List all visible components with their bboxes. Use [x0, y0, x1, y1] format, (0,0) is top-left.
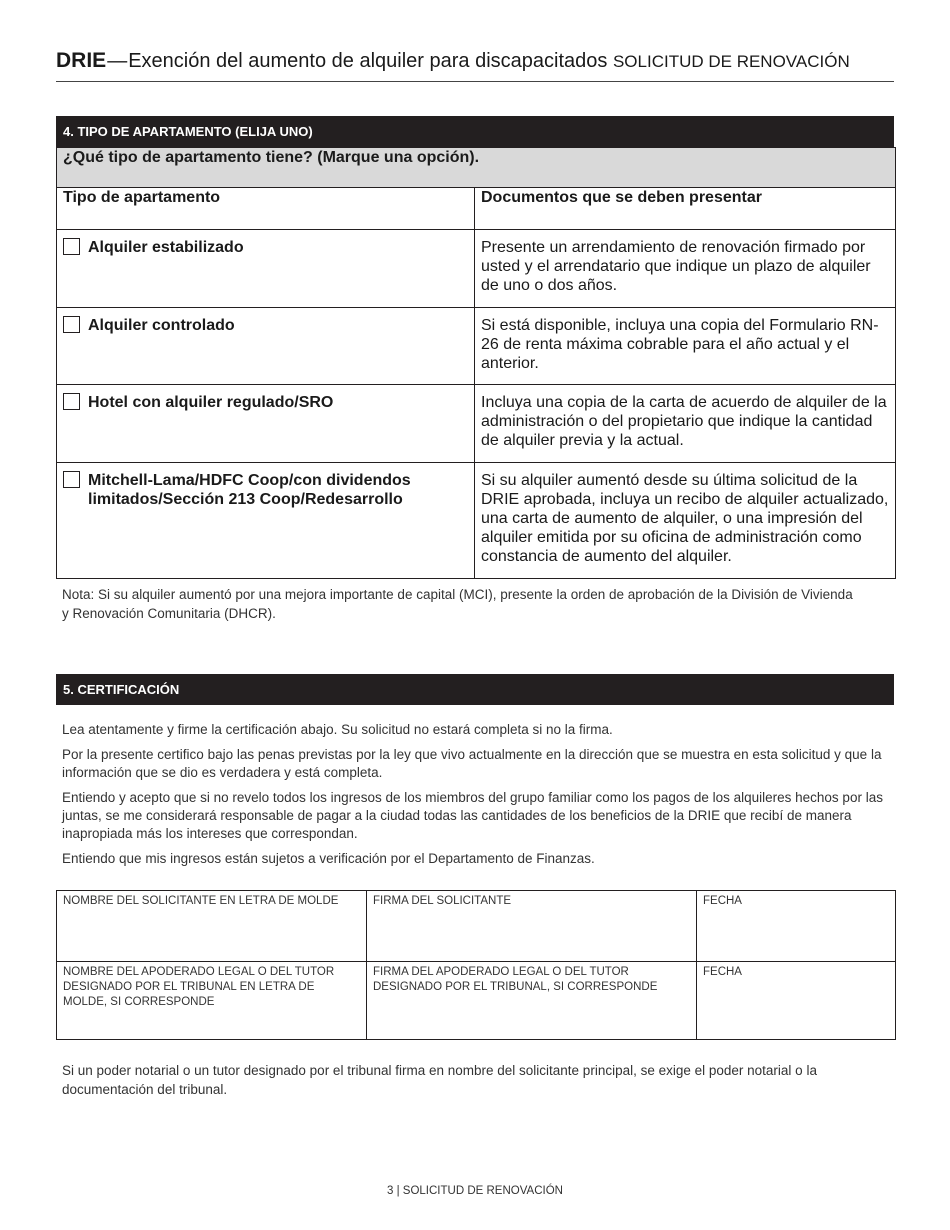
apartment-question: ¿Qué tipo de apartamento tiene? (Marque una opción). [57, 148, 896, 188]
option-hotel-sro [57, 385, 475, 463]
certification-paragraph: Entiendo y acepto que si no revelo todos los ingresos de los miembros del grupo familiar como los pagos de los alquileres hechos por las juntas, se me considerará responsable de pagar a la ciudad todas las cantidades de los beneficios de la DRIE que recibí de manera inapropiada más los intereses que correspondan. [62, 790, 883, 841]
field-label: FECHA [703, 966, 742, 978]
applicant-name-field[interactable] [57, 891, 367, 962]
signature-table [56, 890, 896, 1040]
field-label: FIRMA DEL SOLICITANTE [373, 895, 512, 907]
option-label: Alquiler estabilizado [88, 239, 244, 256]
option-label: Hotel con alquiler regulado/SRO [88, 394, 334, 411]
representative-date-field[interactable] [697, 962, 896, 1040]
option-docs: Si está disponible, incluya una copia del Formulario RN-26 de renta máxima cobrable para el año actual y el anterior. [475, 308, 896, 385]
field-label: FIRMA DEL APODERADO LEGAL O DEL TUTOR DESIGNADO POR EL TRIBUNAL, SI CORRESPONDE [373, 966, 658, 993]
section-5-heading: 5. CERTIFICACIÓN [56, 674, 894, 705]
section-4-heading: 4. TIPO DE APARTAMENTO (ELIJA UNO) [56, 116, 894, 147]
option-mitchell-lama [57, 463, 475, 579]
rent-controlled-checkbox[interactable] [63, 316, 80, 333]
certification-paragraph: Entiendo que mis ingresos están sujetos a verificación por el Departamento de Finanzas. [62, 851, 595, 866]
rent-stabilized-checkbox[interactable] [63, 238, 80, 255]
header-subtitle: SOLICITUD DE RENOVACIÓN [612, 52, 850, 71]
page-footer: 3 | SOLICITUD DE RENOVACIÓN [387, 1185, 563, 1197]
column-header-type: Tipo de apartamento [57, 188, 475, 230]
option-rent-stabilized [57, 230, 475, 308]
header-dash: — [107, 50, 128, 72]
mci-note: Nota: Si su alquiler aumentó por una mejora importante de capital (MCI), presente la orden de aprobación de la División de Vivienda y Renovación Comunitaria (DHCR). [62, 587, 853, 621]
column-header-docs: Documentos que se deben presentar [475, 188, 896, 230]
header-title: Exención del aumento de alquiler para discapacitados [128, 50, 608, 72]
representative-name-field[interactable] [57, 962, 367, 1040]
field-label: FECHA [703, 895, 742, 907]
certification-paragraph: Lea atentamente y firme la certificación abajo. Su solicitud no estará completa si no la firma. [62, 722, 613, 737]
page-header [56, 48, 894, 82]
option-label: Mitchell-Lama/HDFC Coop/con dividendos limitados/Sección 213 Coop/Redesarrollo [88, 472, 411, 508]
option-label: Alquiler controlado [88, 317, 235, 334]
option-docs: Presente un arrendamiento de renovación firmado por usted y el arrendatario que indique un plazo de alquiler de uno o dos años. [475, 230, 896, 308]
mitchell-lama-checkbox[interactable] [63, 471, 80, 488]
option-rent-controlled [57, 308, 475, 385]
representative-signature-field[interactable] [367, 962, 697, 1040]
apartment-type-table [56, 147, 896, 579]
option-docs: Incluya una copia de la carta de acuerdo de alquiler de la administración o del propietario que indique la cantidad de alquiler previa y la actual. [475, 385, 896, 463]
power-of-attorney-note: Si un poder notarial o un tutor designado por el tribunal firma en nombre del solicitante principal, se exige el poder notarial o la documentación del tribunal. [62, 1063, 817, 1097]
certification-paragraph: Por la presente certifico bajo las penas previstas por la ley que vivo actualmente en la dirección que se muestra en esta solicitud y que la información que se dio es verdadera y está completa. [62, 747, 882, 780]
header-brand: DRIE [56, 49, 107, 72]
field-label: NOMBRE DEL SOLICITANTE EN LETRA DE MOLDE [63, 895, 339, 907]
option-docs: Si su alquiler aumentó desde su última solicitud de la DRIE aprobada, incluya un recibo de alquiler actualizado, una carta de aumento de alquiler, o una impresión del alquiler emitida por su oficina de administración como constancia de aumento del alquiler. [475, 463, 896, 579]
applicant-signature-field[interactable] [367, 891, 697, 962]
applicant-date-field[interactable] [697, 891, 896, 962]
field-label: NOMBRE DEL APODERADO LEGAL O DEL TUTOR DESIGNADO POR EL TRIBUNAL EN LETRA DE MOLDE, SI CORRESPONDE [63, 966, 335, 1008]
hotel-sro-checkbox[interactable] [63, 393, 80, 410]
certification-text [62, 721, 894, 875]
